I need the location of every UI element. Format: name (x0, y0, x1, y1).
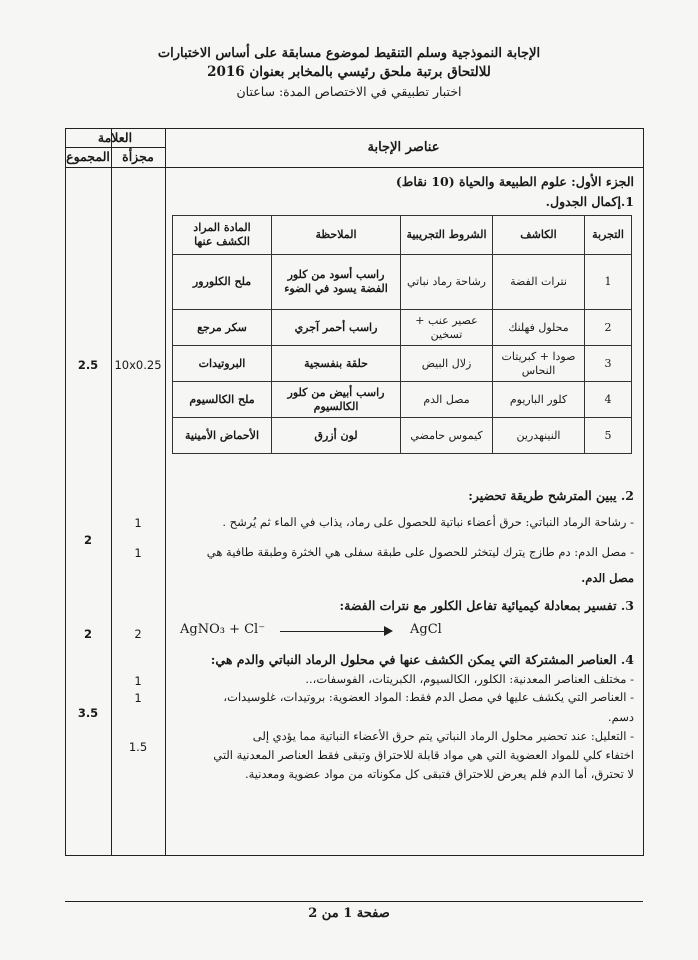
table-cell: رشاحة رماد نباتي (401, 255, 493, 310)
table-header: المادة المراد الكشف عنها (173, 216, 272, 255)
footer-divider (65, 901, 643, 902)
table-cell: محلول فهلنك (493, 310, 585, 346)
table-cell: كلور الباريوم (493, 382, 585, 418)
page-number: صفحة 1 من 2 (308, 906, 390, 921)
q4-line-1: - مختلف العناصر المعدنية: الكلور، الكالسيوم، الكبريتات، الفوسفات،.. (305, 672, 634, 686)
table-row (173, 418, 632, 454)
equation-product: AgCl (410, 622, 442, 637)
table-cell: 1 (585, 255, 632, 310)
q4-line-6: لا تحترق، أما الدم فلم يعرض للاحتراق فتبقى كل مكوناته من مواد عضوية ومعدنية. (244, 767, 634, 781)
table-cell: راسب أحمر آجري (272, 310, 401, 346)
score-q4-part3: 1.5 (128, 740, 148, 754)
table-cell: عصير عنب + تسخين (401, 310, 493, 346)
table-cell: النينهدرين (493, 418, 585, 454)
table-cell: كيموس حامضي (401, 418, 493, 454)
q4-line-2: - العناصر التي يكشف عليها في مصل الدم فقط: المواد العضوية: بروتيدات، غلوسيدات، (223, 690, 634, 704)
q2-line-3: مصل الدم. (581, 571, 634, 585)
table-header-row (173, 216, 632, 255)
table-cell: حلقة بنفسجية (272, 346, 401, 382)
header-line-3: اختبار تطبيقي في الاختصاص المدة: ساعتان (236, 84, 462, 99)
table-cell: ملح الكالسيوم (173, 382, 272, 418)
results-table (172, 215, 632, 454)
table-cell: 5 (585, 418, 632, 454)
score-q4-part2: 1 (134, 691, 142, 705)
score-q3-total: 2 (83, 627, 92, 641)
table-cell: راسب أسود من كلور الفضة يسود في الضوء (272, 255, 401, 310)
q4-line-3: دسم. (607, 710, 634, 724)
score-q2-total: 2 (83, 533, 92, 547)
table-cell: 2 (585, 310, 632, 346)
reaction-arrow (280, 631, 390, 632)
table-cell: البروتيدات (173, 346, 272, 382)
table-header: التجربة (585, 216, 632, 255)
header-line-1: الإجابة النموذجية وسلم التنقيط لموضوع مسابقة على أساس الاختبارات (157, 46, 541, 61)
q3-title: 3. تفسير بمعادلة كيميائية تفاعل الكلور مع نترات الفضة: (339, 598, 634, 613)
table-row (173, 346, 632, 382)
table-cell: 3 (585, 346, 632, 382)
header-row-line (66, 167, 643, 168)
score-q2-part2: 1 (134, 546, 142, 560)
score-q3-partial: 2 (134, 627, 142, 641)
score-q4-total: 3.5 (77, 706, 99, 720)
grading-subheader-line (66, 147, 165, 148)
table-row (173, 310, 632, 346)
table-cell: نترات الفضة (493, 255, 585, 310)
score-q1-partial: 10x0.25 (114, 358, 162, 372)
answer-elements-title: عناصر الإجابة (367, 140, 440, 155)
table-cell: سكر مرجع (173, 310, 272, 346)
col-divider-partial (165, 129, 166, 855)
table-cell: الأحماض الأمينية (173, 418, 272, 454)
q4-line-4: - التعليل: عند تحضير محلول الرماد النباتي يتم حرق الأعضاء النباتية مما يؤدي إلى (252, 729, 634, 743)
grading-title: العلامة (97, 130, 133, 145)
part1-title: الجزء الأول: علوم الطبيعة والحياة (10 نقاط) (395, 174, 634, 189)
q2-line-2: - مصل الدم: دم طازج يترك ليتخثر للحصول على طبقة سفلى هي الخثرة وطبقة طافية هي (206, 545, 634, 559)
table-cell: زلال البيض (401, 346, 493, 382)
table-cell: لون أزرق (272, 418, 401, 454)
table-cell: 4 (585, 382, 632, 418)
table-cell: راسب أبيض من كلور الكالسيوم (272, 382, 401, 418)
q1-title: 1.إكمال الجدول. (545, 194, 634, 209)
q2-title: 2. يبين المترشح طريقة تحضير: (468, 488, 634, 503)
grading-total-label: المجموع (66, 149, 110, 164)
score-q4-part1: 1 (134, 674, 142, 688)
grading-partial-label: مجزأة (122, 149, 154, 164)
document-header (0, 44, 698, 101)
table-header: الكاشف (493, 216, 585, 255)
header-line-2: للالتحاق برتبة ملحق رئيسي بالمخابر بعنوان 2016 (207, 64, 491, 80)
table-row (173, 255, 632, 310)
q4-title: 4. العناصر المشتركة التي يمكن الكشف عنها في محلول الرماد النباتي والدم هي: (210, 652, 634, 667)
table-header: الشروط التجريبية (401, 216, 493, 255)
table-header: الملاحظة (272, 216, 401, 255)
table-row (173, 382, 632, 418)
equation-reactants: AgNO₃ + Cl⁻ (180, 622, 266, 637)
table-cell: ملح الكلورور (173, 255, 272, 310)
score-q2-part1: 1 (134, 516, 142, 530)
reaction-arrow-head (384, 626, 393, 636)
q4-line-5: اختفاء كلي للمواد العضوية التي هي مواد قابلة للاحتراق وتبقى فقط العناصر المعدنية التي (213, 748, 634, 762)
q2-line-1: - رشاحة الرماد النباتي: حرق أعضاء نباتية للحصول على رماد، يذاب في الماء ثم يُرشح . (222, 515, 634, 529)
table-cell: مصل الدم (401, 382, 493, 418)
score-q1-total: 2.5 (77, 358, 99, 372)
table-cell: صودا + كبريتات النحاس (493, 346, 585, 382)
